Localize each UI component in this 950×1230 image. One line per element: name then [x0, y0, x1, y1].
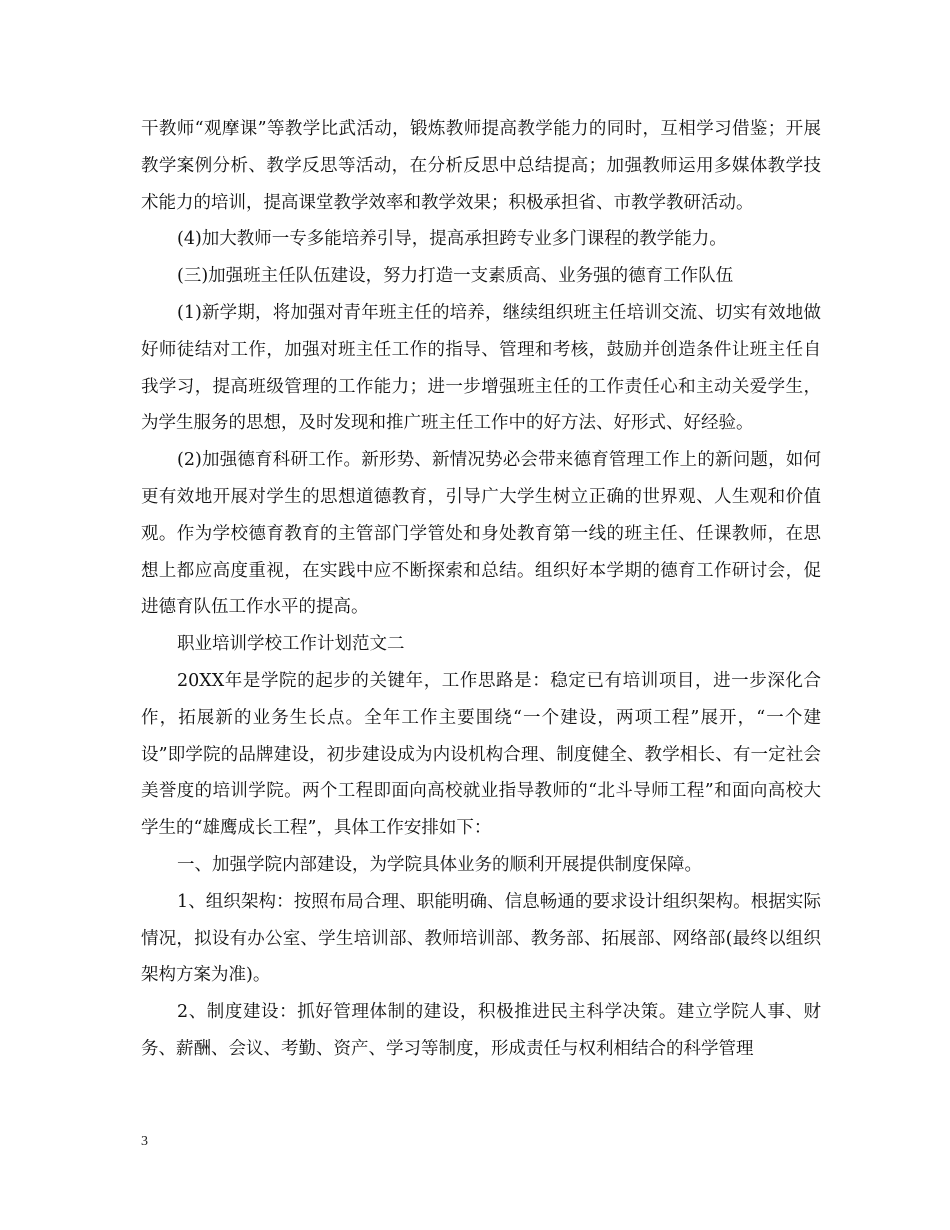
document-body	[141, 111, 821, 1068]
section-title: 职业培训学校工作计划范文二	[177, 634, 405, 655]
paragraph-10: 2、制度建设：抓好管理体制的建设，积极推进民主科学决策。建立学院人事、财务、薪酬、会议、考勤、资产、学习等制度，形成责任与权利相结合的科学管理	[141, 1002, 821, 1059]
section-heading-1: 一、加强学院内部建设，为学院具体业务的顺利开展提供制度保障。	[177, 854, 702, 875]
paragraph-1: 干教师“观摩课”等教学比武活动，锻炼教师提高教学能力的同时，互相学习借鉴；开展教学案例分析、教学反思等活动，在分析反思中总结提高；加强教师运用多媒体教学技术能力的培训，提高课堂教学效率和教学效果；积极承担省、市教学教研活动。	[141, 119, 821, 213]
page-number: 3	[141, 1134, 148, 1149]
paragraph-7: 20XX年是学院的起步的关键年，工作思路是：稳定已有培训项目，进一步深化合作，拓展新的业务生长点。全年工作主要围绕“一个建设，两项工程”展开，“一个建设”即学院的品牌建设，初步建设成为内设机构合理、制度健全、教学相长、有一定社会美誉度的培训学院。两个工程即面向高校就业指导教师的“北斗导师工程”和面向高校大学生的“雄鹰成长工程”，具体工作安排如下：	[141, 670, 821, 839]
paragraph-2: (4)加大教师一专多能培养引导，提高承担跨专业多门课程的教学能力。	[177, 229, 727, 250]
section-heading-3: (三)加强班主任队伍建设，努力打造一支素质高、业务强的德育工作队伍	[177, 266, 734, 287]
paragraph-4: (1)新学期，将加强对青年班主任的培养，继续组织班主任培训交流、切实有效地做好师徒结对工作，加强对班主任工作的指导、管理和考核，鼓励并创造条件让班主任自我学习，提高班级管理的工作能力；进一步增强班主任的工作责任心和主动关爱学生，为学生服务的思想，及时发现和推广班主任工作中的好方法、好形式、好经验。	[141, 302, 821, 434]
paragraph-9: 1、组织架构：按照布局合理、职能明确、信息畅通的要求设计组织架构。根据实际情况，拟设有办公室、学生培训部、教师培训部、教务部、拓展部、网络部(最终以组织架构方案为准)。	[141, 891, 821, 986]
paragraph-5: (2)加强德育科研工作。新形势、新情况势必会带来德育管理工作上的新问题，如何更有效地开展对学生的思想道德教育，引导广大学生树立正确的世界观、人生观和价值观。作为学校德育教育的主管部门学管处和身处教育第一线的班主任、任课教师，在思想上都应高度重视，在实践中应不断探索和总结。组织好本学期的德育工作研讨会，促进德育队伍工作水平的提高。	[141, 450, 821, 618]
